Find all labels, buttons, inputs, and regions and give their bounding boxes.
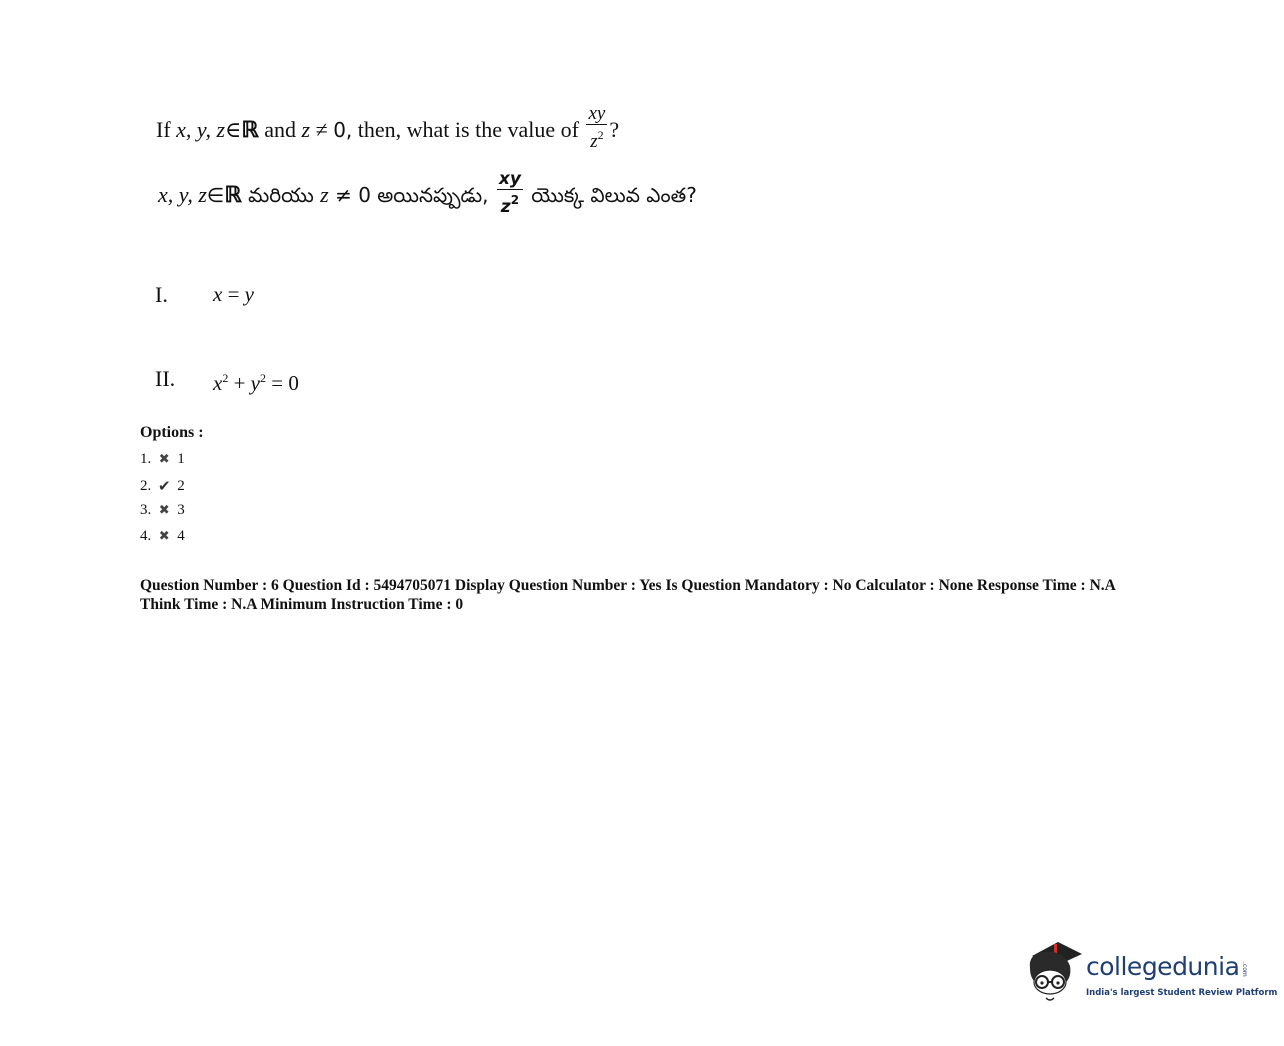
option-4	[140, 528, 185, 545]
q-te-frac-den: z	[500, 196, 511, 217]
q-en-frac-den: z	[590, 131, 598, 152]
option-4-value: 4	[177, 528, 185, 544]
s2-plus: +	[233, 371, 246, 395]
statement-1	[213, 282, 254, 307]
q-te-fraction	[497, 169, 523, 217]
q-te-ayinappudu: అయినప్పుడు,	[377, 183, 489, 207]
q-en-frac-den-exp: 2	[597, 128, 604, 142]
option-4-number: 4.	[140, 528, 152, 544]
q-te-rest: యొక్క విలువ ఎంత?	[531, 183, 697, 207]
cross-icon: ✖	[158, 529, 170, 544]
q-te-mariyu: మరియు	[248, 183, 314, 207]
logo-suffix: .com	[1241, 962, 1248, 977]
question-metadata: Question Number : 6 Question Id : 5494705071 Display Question Number : Yes Is Question Mandatory : No Calculator : None Response Time : N.A Think Time : N.A Minimum Instruction Time : 0	[140, 577, 1115, 613]
q-en-z: z	[301, 117, 311, 143]
statement-2	[213, 371, 299, 396]
check-icon: ✔	[157, 477, 171, 495]
cross-icon: ✖	[158, 452, 170, 467]
s2-a: x	[213, 371, 223, 395]
options-title: Options :	[140, 424, 204, 441]
cross-icon: ✖	[158, 503, 170, 518]
statement-1-label: I.	[155, 282, 168, 307]
option-2	[140, 477, 185, 495]
option-2-value: 2	[177, 477, 185, 494]
q-te-frac-num: xy	[498, 168, 521, 189]
q-en-in: ∈	[225, 117, 242, 143]
q-te-frac-den-exp: 2	[510, 192, 520, 207]
q-en-zero: 0,	[333, 118, 353, 143]
q-te-vars: x, y, z	[158, 182, 207, 207]
q-te-reals: ℝ	[224, 182, 242, 207]
s1-rhs: y	[244, 282, 254, 306]
q-en-vars: x, y, z	[176, 117, 226, 143]
q-en-and: and	[264, 117, 297, 143]
s2-eq: =	[271, 371, 284, 395]
q-en-qmark: ?	[609, 117, 620, 143]
logo-wordmark: collegedunia	[1086, 952, 1240, 981]
option-1	[140, 451, 185, 468]
s1-lhs: x	[213, 282, 223, 306]
q-en-reals: ℝ	[241, 117, 259, 143]
q-en-then: then, what is the value of	[357, 117, 579, 143]
s2-rhs: 0	[288, 371, 299, 395]
option-2-number: 2.	[140, 477, 152, 494]
option-3	[140, 502, 185, 519]
option-3-number: 3.	[140, 502, 152, 518]
option-1-value: 1	[177, 451, 185, 467]
s2-a-exp: 2	[222, 371, 229, 385]
option-1-number: 1.	[140, 451, 152, 467]
q-te-neq: ≠	[335, 183, 352, 207]
question-english	[156, 103, 620, 156]
s1-op: =	[227, 282, 240, 306]
s2-b-exp: 2	[260, 371, 266, 385]
q-en-prefix: If	[156, 117, 171, 143]
q-te-in: ∈	[206, 183, 225, 207]
q-en-frac-num: xy	[588, 103, 606, 124]
q-te-z: z	[320, 182, 329, 207]
statement-2-label: II.	[155, 366, 176, 391]
q-te-zero: 0	[358, 183, 371, 207]
option-3-value: 3	[177, 502, 185, 518]
s2-b: y	[250, 371, 260, 395]
q-en-fraction	[586, 104, 607, 152]
logo-tagline: India's largest Student Review Platform	[1086, 988, 1278, 998]
q-en-neq: ≠	[315, 117, 328, 143]
question-telugu	[158, 168, 697, 221]
